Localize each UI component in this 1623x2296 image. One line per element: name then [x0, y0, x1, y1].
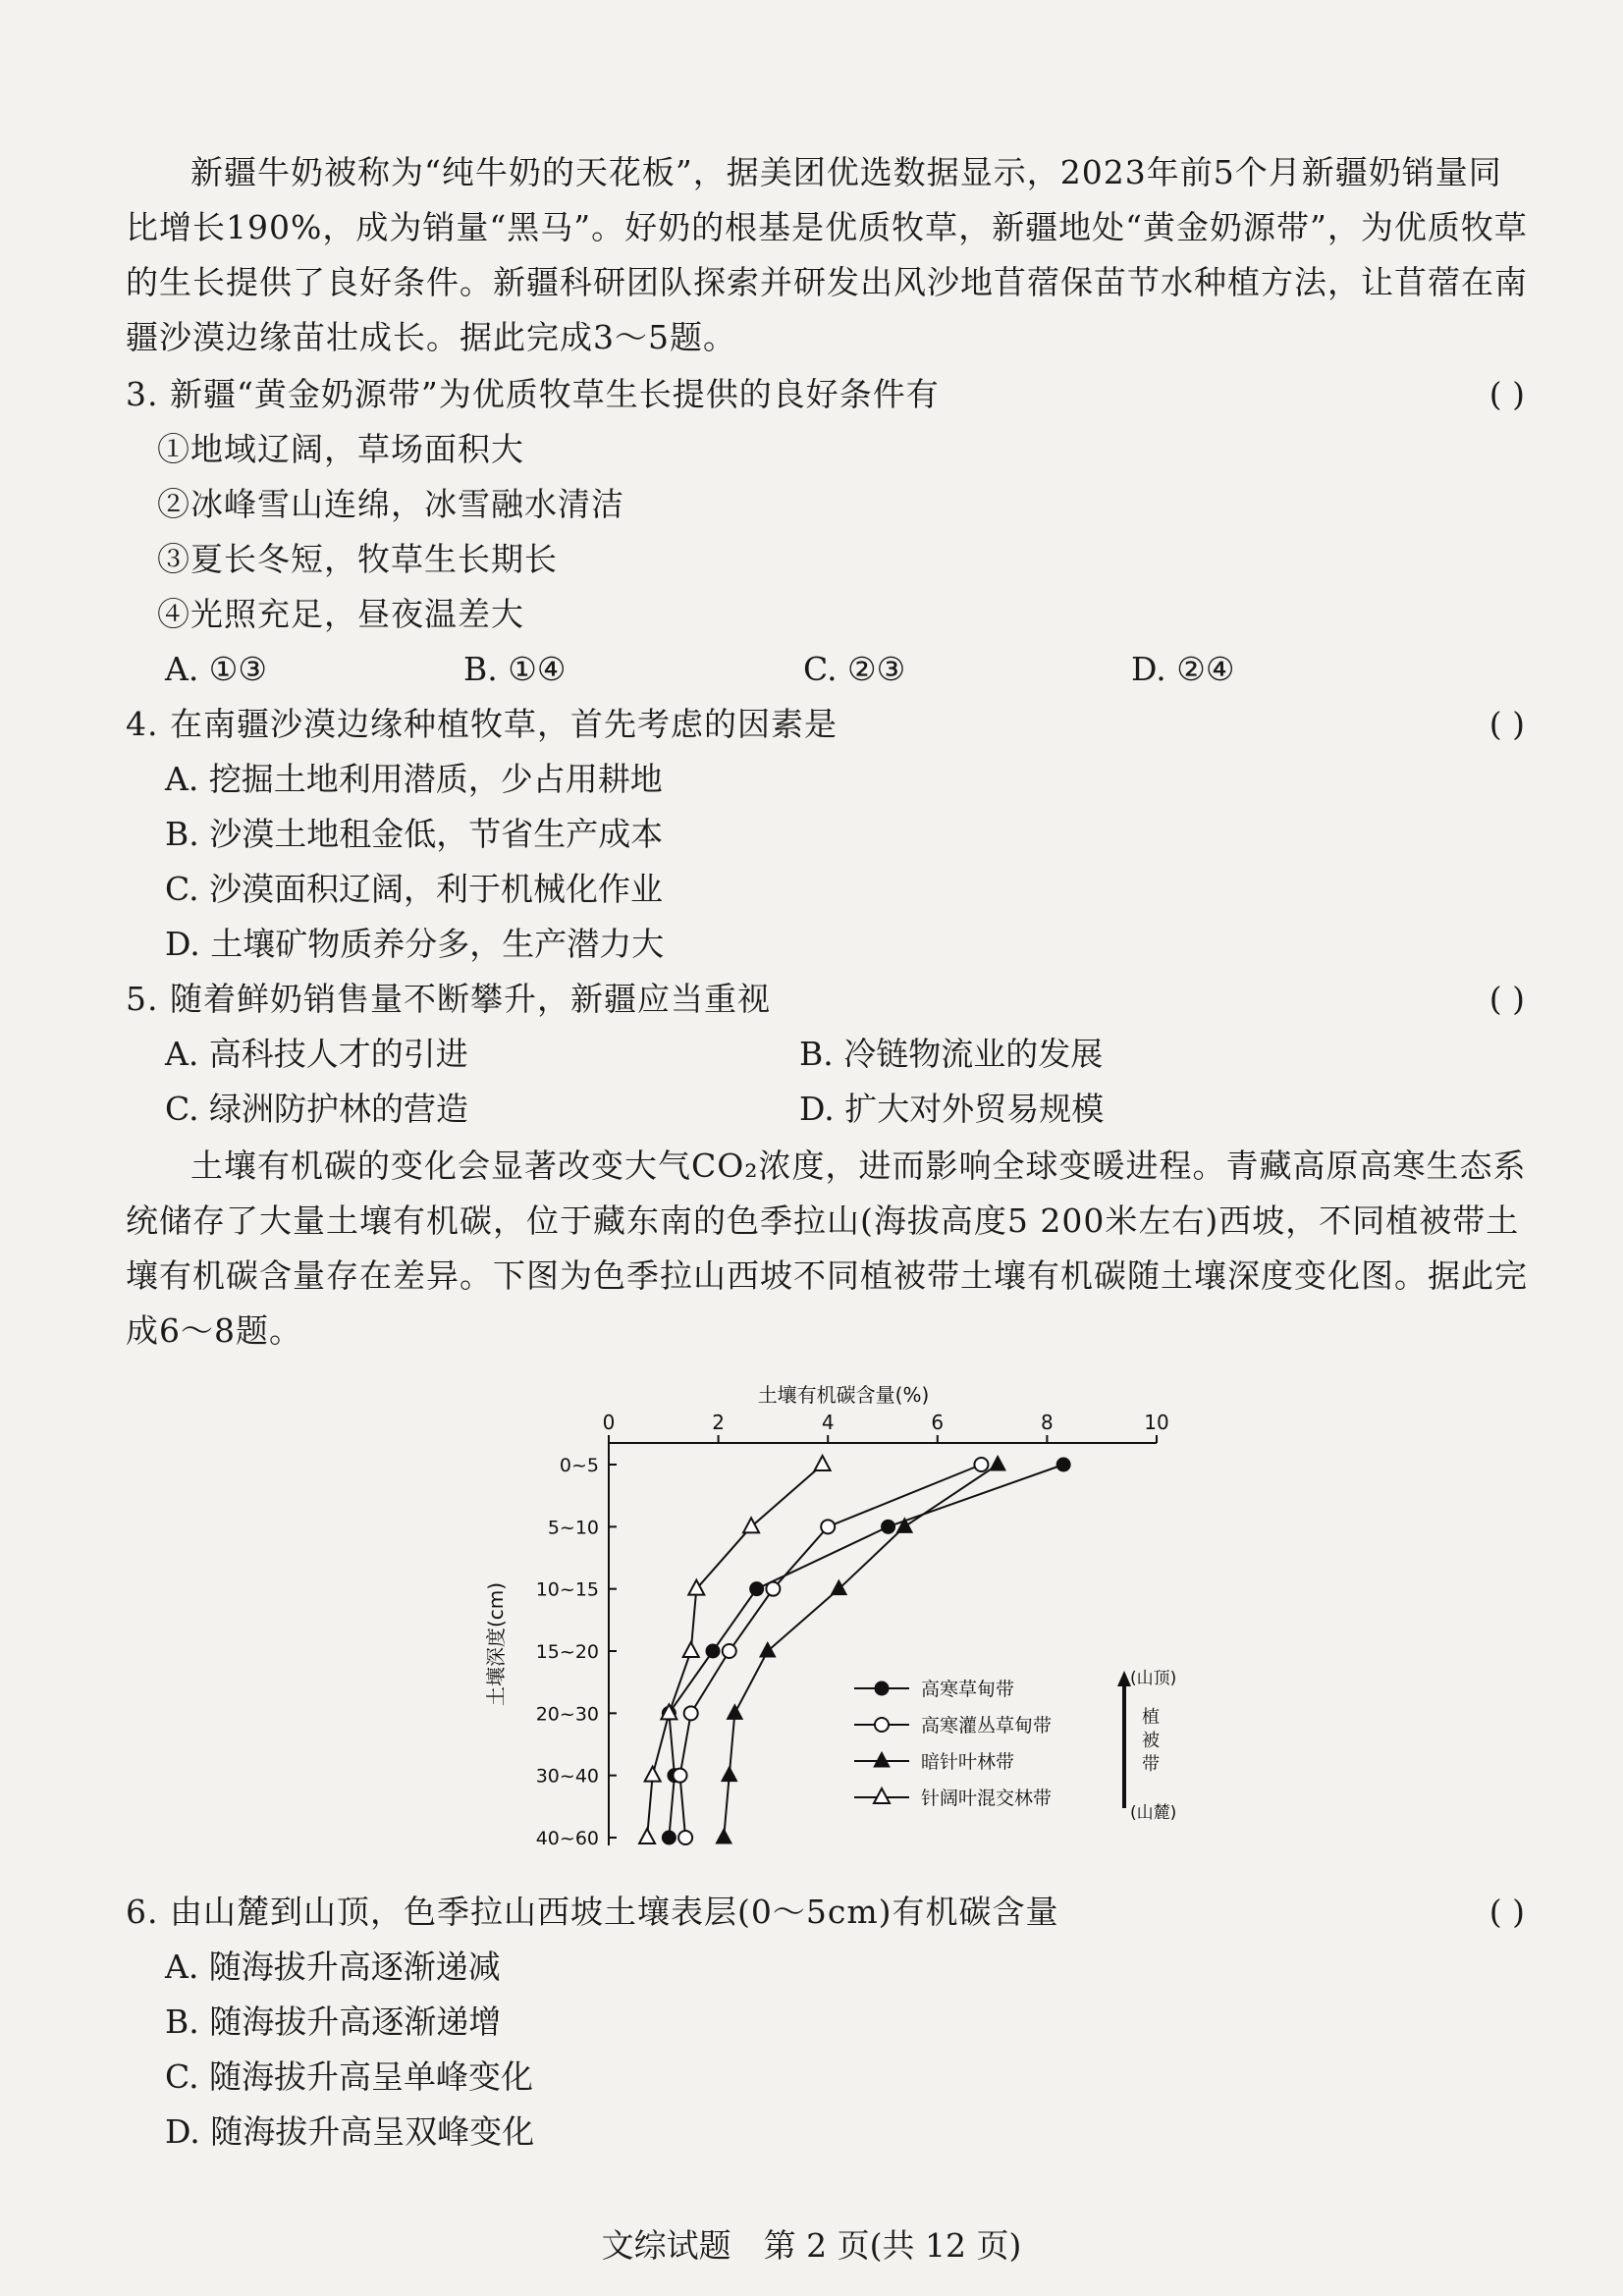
data-point: [662, 1831, 676, 1844]
question-4-answer-paren: ( ): [1488, 705, 1525, 743]
question-3-item-3: ③夏长冬短，牧草生长期长: [157, 540, 558, 578]
data-point: [678, 1831, 692, 1844]
side-label-top: (山顶): [1130, 1669, 1177, 1688]
x-tick-label: 4: [821, 1411, 835, 1434]
data-point: [821, 1520, 835, 1533]
question-4-option-a: A. 挖掘土地利用潜质，少占用耕地: [165, 760, 663, 798]
y-tick-label: 40~60: [535, 1828, 599, 1849]
side-label-middle-char: 被: [1142, 1731, 1160, 1751]
legend-marker: [874, 1752, 890, 1767]
data-point: [706, 1644, 720, 1658]
data-point: [766, 1582, 780, 1596]
y-tick-label: 20~30: [535, 1703, 599, 1726]
question-4-stem: 4. 在南疆沙漠边缘种植牧草，首先考虑的因素是: [126, 705, 838, 743]
question-3-option-a: A. ①③: [165, 650, 267, 688]
question-6-answer-paren: ( ): [1488, 1893, 1525, 1931]
question-3-item-4: ④光照充足，昼夜温差大: [157, 595, 524, 633]
data-point: [645, 1767, 661, 1782]
data-point: [716, 1829, 731, 1843]
data-point: [760, 1642, 776, 1657]
data-point: [1056, 1458, 1070, 1471]
data-point: [683, 1642, 699, 1657]
question-3-option-d: D. ②④: [1131, 650, 1235, 688]
y-tick-label: 10~15: [535, 1578, 599, 1601]
question-5-option-c: C. 绿洲防护林的营造: [165, 1090, 469, 1128]
intro-paragraph-1: 新疆牛奶被称为“纯牛奶的天花板”，据美团优选数据显示，2023年前5个月新疆奶销量同比增长190%，成为销量“黑马”。好奶的根基是优质牧草，新疆地处“黄金奶源带”，为优质牧草的生长提供了良好条件。新疆科研团队探索并研发出风沙地苜蓿保苗节水种植方法，让苜蓿在南疆沙漠边缘苗壮成长。据此完成3～5题。: [126, 153, 1528, 356]
question-5-option-a: A. 高科技人才的引进: [165, 1035, 468, 1073]
data-point: [896, 1518, 912, 1532]
page-footer: 文综试题 第 2 页(共 12 页): [601, 2226, 1022, 2265]
question-4-option-c: C. 沙漠面积辽阔，利于机械化作业: [165, 870, 664, 908]
question-6-stem: 6. 由山麓到山顶，色季拉山西坡土壤表层(0～5cm)有机碳含量: [126, 1893, 1059, 1931]
legend-marker: [875, 1718, 889, 1732]
legend-marker: [875, 1682, 889, 1695]
data-point: [831, 1580, 846, 1595]
soil-carbon-chart: [481, 1384, 1286, 1895]
intro-paragraph-2: 土壤有机碳的变化会显著改变大气CO₂浓度，进而影响全球变暖进程。青藏高原高寒生态系统储存了大量土壤有机碳，位于藏东南的色季拉山(海拔高度5 200米左右)西坡，不同植被带土壤有机碳含量存在差异。下图为色季拉山西坡不同植被带土壤有机碳随土壤深度变化图。据此完成6～8题。: [126, 1147, 1528, 1350]
question-5-option-b: B. 冷链物流业的发展: [799, 1035, 1104, 1073]
legend-marker: [874, 1789, 890, 1803]
side-label-middle-char: 植: [1142, 1707, 1160, 1728]
y-axis-label: 土壤深度(cm): [484, 1581, 508, 1707]
legend-label: 针阔叶混交林带: [921, 1788, 1053, 1809]
data-point: [723, 1644, 736, 1658]
y-tick-label: 5~10: [547, 1517, 599, 1539]
question-3-option-b: B. ①④: [463, 650, 567, 688]
x-tick-label: 10: [1144, 1411, 1169, 1434]
data-point: [990, 1456, 1005, 1470]
data-point: [727, 1704, 742, 1719]
side-label-middle-char: 带: [1142, 1754, 1160, 1775]
y-tick-label: 15~20: [535, 1641, 599, 1663]
question-3-stem: 3. 新疆“黄金奶源带”为优质牧草生长提供的良好条件有: [126, 375, 940, 413]
question-6-option-b: B. 随海拔升高逐渐递增: [165, 2002, 502, 2041]
y-tick-label: 0~5: [559, 1455, 599, 1476]
legend-label: 高寒灌丛草甸带: [921, 1715, 1053, 1736]
question-3-option-c: C. ②③: [803, 650, 906, 688]
legend-label: 高寒草甸带: [921, 1679, 1015, 1700]
question-5-answer-paren: ( ): [1488, 980, 1525, 1018]
question-4-option-b: B. 沙漠土地租金低，节省生产成本: [165, 815, 664, 853]
data-point: [743, 1518, 759, 1532]
data-point: [815, 1456, 831, 1470]
data-point: [674, 1769, 687, 1783]
data-point: [974, 1458, 988, 1471]
question-5-option-d: D. 扩大对外贸易规模: [799, 1090, 1105, 1128]
question-4-option-d: D. 土壤矿物质养分多，生产潜力大: [165, 925, 665, 963]
x-tick-label: 6: [931, 1411, 945, 1434]
y-tick-label: 30~40: [535, 1765, 599, 1788]
data-point: [882, 1520, 895, 1533]
question-3-item-1: ①地域辽阔，草场面积大: [157, 430, 524, 468]
data-point: [639, 1829, 655, 1843]
side-label-bottom: (山麓): [1130, 1803, 1177, 1823]
question-5-stem: 5. 随着鲜奶销售量不断攀升，新疆应当重视: [126, 980, 771, 1018]
data-point: [722, 1767, 737, 1782]
chart-title: 土壤有机碳含量(%): [757, 1384, 930, 1407]
question-6-option-c: C. 随海拔升高呈单峰变化: [165, 2057, 534, 2096]
legend-label: 暗针叶林带: [921, 1751, 1015, 1773]
altitude-arrow-head: [1117, 1671, 1131, 1686]
question-3-answer-paren: ( ): [1488, 375, 1525, 413]
data-point: [684, 1706, 698, 1720]
question-6-option-a: A. 随海拔升高逐渐递减: [165, 1948, 501, 1986]
x-tick-label: 2: [712, 1411, 725, 1434]
data-point: [750, 1582, 764, 1596]
question-3-item-2: ②冰峰雪山连绵，冰雪融水清洁: [157, 485, 624, 523]
x-tick-label: 8: [1041, 1411, 1054, 1434]
x-tick-label: 0: [602, 1411, 616, 1434]
question-6-option-d: D. 随海拔升高呈双峰变化: [165, 2112, 535, 2151]
